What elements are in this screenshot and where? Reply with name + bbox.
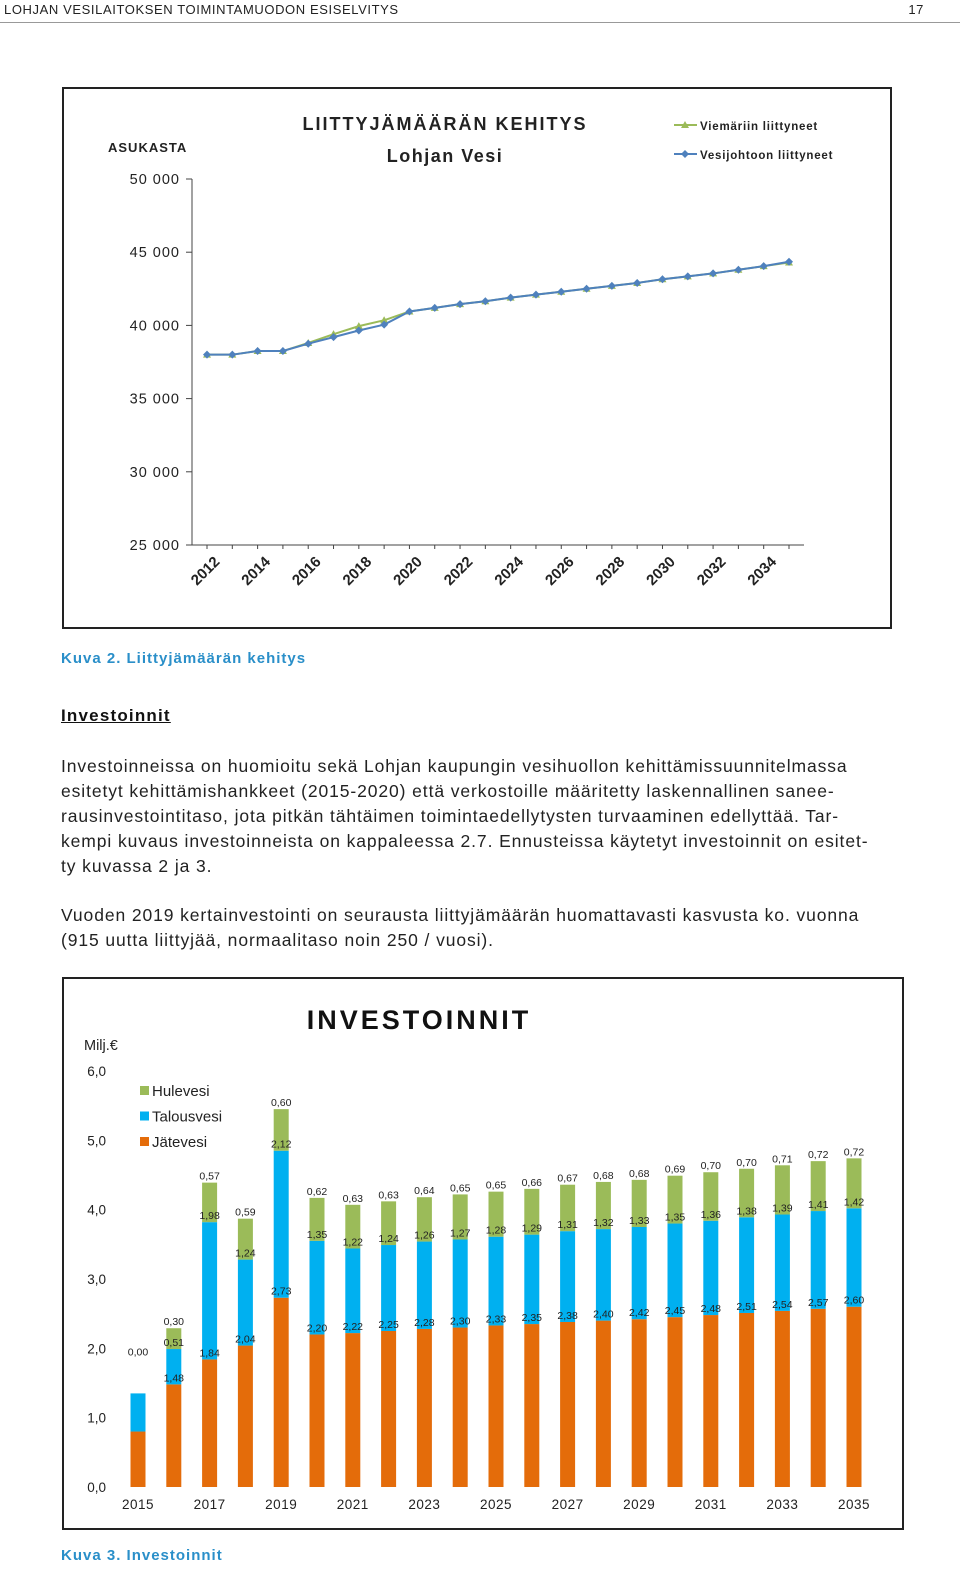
data-label: 1,24 (235, 1247, 256, 1260)
data-label: 1,39 (772, 1202, 793, 1215)
data-label: 1,26 (414, 1229, 435, 1242)
x-tick-label: 2012 (187, 553, 224, 589)
x-tick-label: 2025 (479, 1497, 513, 1512)
y-axis-label: ASUKASTA (108, 140, 188, 155)
legend-label: Hulevesi (152, 1083, 210, 1100)
bar-segment (489, 1325, 504, 1487)
chart2-frame (62, 977, 904, 1530)
data-label: 0,64 (414, 1185, 435, 1198)
data-label: 0,59 (235, 1206, 256, 1219)
data-label: 2,60 (843, 1294, 865, 1307)
data-label: 2,42 (628, 1307, 650, 1320)
data-label: 2,35 (521, 1312, 543, 1325)
y-tick-label: 0,0 (87, 1480, 106, 1495)
y-tick-label: 30 000 (129, 464, 180, 481)
data-label: 2,22 (342, 1321, 364, 1334)
bar-segment (310, 1334, 325, 1487)
bar-segment (345, 1333, 360, 1487)
data-label: 2,73 (270, 1285, 292, 1298)
bar-segment (703, 1315, 718, 1487)
legend-marker (681, 150, 689, 158)
data-label: 1,84 (199, 1347, 220, 1360)
data-point (304, 340, 312, 348)
x-tick-label: 2026 (542, 553, 578, 589)
series-line (207, 262, 789, 355)
data-label: 2,40 (593, 1308, 614, 1321)
section-heading: Investoinnit (61, 706, 171, 725)
x-tick-label: 2024 (491, 553, 528, 589)
y-axis-label: Milj.€ (84, 1038, 118, 1054)
y-tick-label: 6,0 (87, 1064, 106, 1079)
figure2-caption: Kuva 3. Investoinnit (61, 1547, 223, 1564)
bar-segment (524, 1324, 539, 1487)
bar-segment (668, 1224, 683, 1318)
x-tick-label: 2019 (265, 1497, 298, 1512)
x-tick-label: 2027 (551, 1497, 584, 1512)
legend-swatch (140, 1086, 149, 1095)
chart1-frame (62, 87, 892, 629)
x-tick-label: 2030 (643, 553, 679, 589)
data-label: 0,67 (557, 1172, 578, 1185)
legend-label: Talousvesi (152, 1108, 223, 1126)
data-label: 1,48 (163, 1372, 185, 1385)
bar-segment (166, 1384, 181, 1487)
data-label: 0,72 (807, 1149, 829, 1162)
page-header (0, 0, 960, 23)
data-label: 1,35 (664, 1211, 686, 1224)
bar-segment (489, 1237, 504, 1326)
data-label: 2,20 (306, 1322, 328, 1335)
line-chart (64, 89, 890, 627)
data-label: 1,35 (306, 1228, 328, 1241)
x-tick-label: 2017 (193, 1497, 226, 1512)
data-label: 0,62 (306, 1185, 328, 1198)
series-line (207, 262, 789, 354)
y-tick-label: 40 000 (129, 318, 180, 335)
x-tick-label: 2028 (592, 553, 629, 589)
bar-segment (847, 1208, 862, 1306)
data-label: 0,65 (449, 1182, 471, 1195)
paragraph-1 (61, 754, 953, 879)
y-tick-label: 25 000 (129, 538, 180, 554)
x-tick-label: 2033 (766, 1497, 799, 1512)
bar-segment (811, 1309, 826, 1487)
bar-segment (274, 1151, 289, 1298)
x-tick-label: 2020 (390, 553, 426, 589)
data-label: 0,30 (163, 1316, 185, 1329)
x-tick-label: 2029 (623, 1497, 656, 1512)
data-label: 1,38 (736, 1205, 757, 1218)
data-label: 2,25 (378, 1319, 399, 1331)
data-label: 0,70 (736, 1156, 757, 1169)
legend-swatch (140, 1137, 149, 1146)
bar-segment (381, 1331, 396, 1487)
bar-segment (596, 1229, 611, 1321)
data-label: 2,45 (664, 1305, 686, 1318)
y-tick-label: 2,0 (87, 1341, 106, 1357)
bar-segment (668, 1317, 683, 1487)
bar-segment (560, 1322, 575, 1487)
paragraph-2-line: Vuoden 2019 kertainvestointi on seurausta liittyjämäärän huomattavasti kasvusta ko. vuonna (61, 905, 860, 925)
chart-subtitle: Lohjan Vesi (386, 146, 504, 166)
chart-title: INVESTOINNIT (306, 1005, 532, 1035)
data-label: 0,69 (664, 1163, 686, 1176)
bar-segment (417, 1242, 432, 1329)
bar-segment (811, 1211, 826, 1309)
data-label: 0,65 (485, 1179, 507, 1192)
data-label: 0,51 (163, 1337, 185, 1350)
bar-segment (739, 1217, 754, 1313)
chart-title: LIITTYJÄMÄÄRÄN KEHITYS (302, 114, 588, 134)
data-label: 0,63 (378, 1189, 399, 1202)
bar-segment (560, 1231, 575, 1322)
data-label: 2,51 (736, 1300, 757, 1313)
data-label: 2,57 (807, 1296, 829, 1309)
data-label: 1,36 (700, 1208, 722, 1221)
legend-label: Jätevesi (152, 1134, 208, 1151)
data-label: 1,41 (807, 1199, 829, 1212)
data-label: 0,63 (342, 1192, 364, 1205)
bar-segment (310, 1241, 325, 1335)
data-label: 1,32 (593, 1217, 614, 1230)
bar-segment (417, 1329, 432, 1487)
bar-chart (64, 979, 902, 1528)
data-label: 2,30 (449, 1315, 471, 1328)
y-tick-label: 5,0 (87, 1133, 106, 1149)
data-label: 1,33 (628, 1215, 650, 1227)
y-tick-label: 1,0 (87, 1410, 106, 1426)
data-label: 2,48 (700, 1303, 722, 1316)
paragraph-1-line: kempi kuvaus investoinneista on kappaleessa 2.7. Ennusteissa käytetyt investoinnit on esitet- (61, 831, 869, 851)
page-number: 17 (908, 2, 924, 17)
y-tick-label: 3,0 (87, 1272, 106, 1287)
y-tick-label: 50 000 (129, 172, 180, 188)
y-tick-label: 4,0 (87, 1202, 106, 1218)
header-title: LOHJAN VESILAITOKSEN TOIMINTAMUODON ESISELVITYS (4, 2, 399, 17)
data-label: 1,42 (843, 1196, 865, 1209)
x-tick-label: 2032 (693, 553, 730, 589)
paragraph-2-line: (915 uutta liittyjää, normaalitaso noin 250 / vuosi). (61, 930, 494, 950)
legend-label: Viemäriin liittyneet (700, 121, 819, 133)
data-label: 2,54 (772, 1298, 793, 1311)
data-label: 2,04 (235, 1333, 256, 1346)
bar-segment (524, 1235, 539, 1324)
data-label: 1,24 (378, 1233, 399, 1246)
x-tick-label: 2031 (694, 1497, 727, 1512)
paragraph-1-line: ty kuvassa 2 ja 3. (61, 856, 213, 876)
legend-label: Vesijohtoon liittyneet (700, 150, 834, 162)
data-label: 0,66 (521, 1176, 543, 1189)
data-label: 1,31 (557, 1219, 578, 1232)
x-tick-label: 2023 (408, 1497, 441, 1512)
data-label: 2,28 (414, 1316, 435, 1329)
data-label: 1,28 (485, 1224, 507, 1237)
data-label: 1,98 (199, 1210, 220, 1223)
bar-segment (202, 1359, 217, 1487)
x-tick-label: 2021 (336, 1497, 369, 1512)
data-label: 2,33 (485, 1313, 507, 1326)
x-tick-label: 2022 (440, 553, 477, 589)
data-label: 0,68 (593, 1169, 614, 1182)
paragraph-1-line: rausinvestointitaso, jota pitkän tähtäimen toimintaedellytysten turvaaminen edellyttää. Tar- (61, 806, 839, 826)
bar-segment (703, 1221, 718, 1315)
x-tick-label: 2035 (837, 1497, 871, 1512)
data-label: 2,38 (557, 1309, 578, 1322)
bar-segment (596, 1321, 611, 1487)
data-label: 0,72 (843, 1146, 865, 1159)
data-label: 1,27 (449, 1227, 471, 1240)
data-label: 1,29 (521, 1222, 543, 1235)
x-tick-label: 2016 (288, 553, 325, 589)
bar-segment (131, 1393, 146, 1431)
data-label: 0,68 (628, 1167, 650, 1180)
bar-segment (847, 1307, 862, 1487)
x-tick-label: 2014 (238, 553, 274, 589)
y-tick-label: 35 000 (129, 391, 180, 408)
data-label: 1,22 (342, 1236, 364, 1249)
bar-segment (775, 1311, 790, 1487)
bar-segment (739, 1313, 754, 1487)
x-tick-label: 2034 (744, 553, 781, 589)
data-label: 0,70 (700, 1160, 722, 1173)
paragraph-1-line: Investoinneissa on huomioitu sekä Lohjan kaupungin vesihuollon kehittämissuunnitelmassa (61, 756, 848, 776)
x-tick-label: 2015 (121, 1497, 155, 1512)
paragraph-1-line: esitetyt kehittämishankkeet (2015-2020) että verkostoille määritetty laskennallinen sanee- (61, 781, 835, 801)
bar-segment (632, 1319, 647, 1487)
bar-segment (775, 1215, 790, 1311)
x-tick-label: 2018 (339, 553, 376, 589)
legend-swatch (140, 1112, 149, 1121)
figure1-caption: Kuva 2. Liittyjämäärän kehitys (61, 650, 307, 667)
bar-segment (202, 1222, 217, 1359)
bar-segment (632, 1227, 647, 1319)
paragraph-2 (61, 903, 953, 953)
bar-segment (238, 1346, 253, 1487)
data-label: 0,60 (270, 1097, 292, 1110)
bar-segment (131, 1432, 146, 1487)
bar-segment (453, 1328, 468, 1487)
data-label: 2,12 (270, 1138, 292, 1151)
bar-segment (274, 1298, 289, 1487)
y-tick-label: 45 000 (129, 245, 180, 262)
data-label: 0,00 (127, 1346, 149, 1359)
bar-segment (453, 1239, 468, 1327)
data-label: 0,71 (772, 1153, 793, 1166)
data-label: 0,57 (199, 1170, 220, 1183)
